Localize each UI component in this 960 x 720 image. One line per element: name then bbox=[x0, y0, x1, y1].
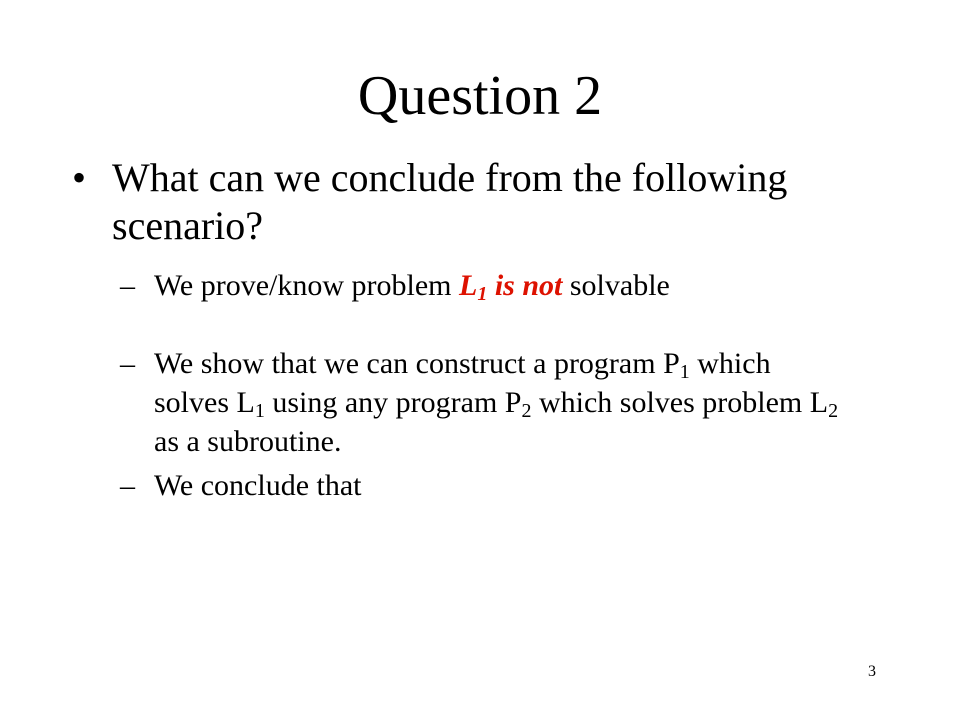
emph-text: is not bbox=[487, 269, 563, 302]
dash-mark: – bbox=[120, 469, 135, 502]
subscript: 1 bbox=[679, 361, 690, 383]
sub2-part4: which solves problem L bbox=[531, 386, 829, 419]
subscript: 2 bbox=[521, 400, 532, 422]
sub-bullet-2 bbox=[120, 344, 840, 461]
emphasis-not-solvable bbox=[459, 269, 563, 305]
sub-bullet-2-text bbox=[154, 344, 840, 461]
page-number: 3 bbox=[868, 663, 876, 680]
sub-bullet-1 bbox=[120, 266, 840, 305]
emph-variable-subscript: 1 bbox=[477, 283, 488, 305]
dash-mark: – bbox=[120, 269, 135, 302]
subscript: 1 bbox=[254, 400, 265, 422]
dash-mark: – bbox=[120, 347, 135, 380]
bullet-mark: • bbox=[72, 155, 87, 200]
main-bullet bbox=[72, 154, 872, 250]
subscript: 2 bbox=[828, 400, 839, 422]
bullet-text: What can we conclude from the following scenario? bbox=[112, 155, 788, 248]
sub-bullet-3-text: We conclude that bbox=[154, 469, 362, 502]
sub2-part1: We show that we can construct a program P bbox=[154, 347, 680, 380]
sub2-part2: which solves L bbox=[154, 347, 771, 419]
sub2-part5: as a subroutine. bbox=[154, 425, 342, 458]
emph-variable: L bbox=[459, 269, 478, 302]
sub-bullet-1-text bbox=[154, 266, 840, 305]
sub2-part3: using any program P bbox=[264, 386, 522, 419]
sub1-part2: solvable bbox=[562, 269, 670, 302]
sub-bullet-3 bbox=[120, 466, 840, 505]
sub1-part1: We prove/know problem bbox=[154, 269, 460, 302]
slide-title: Question 2 bbox=[357, 65, 603, 127]
